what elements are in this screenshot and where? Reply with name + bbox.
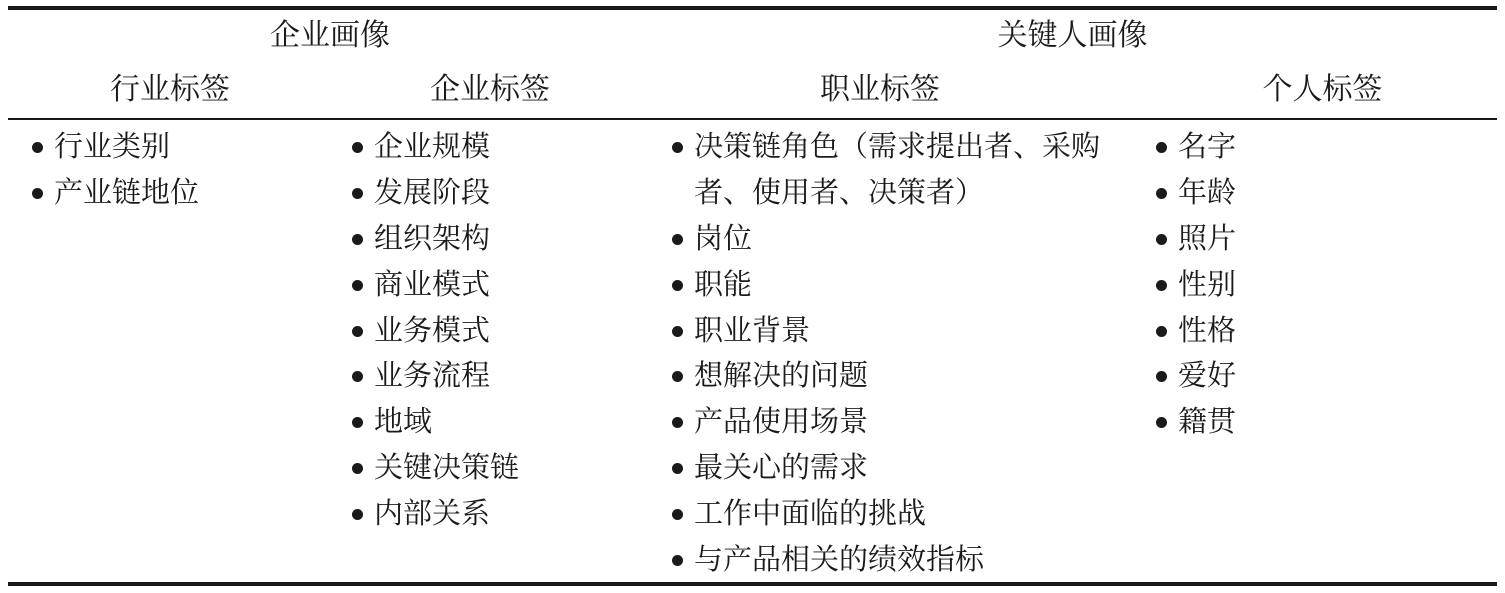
- bullet-icon: [352, 371, 363, 382]
- list-item: [668, 262, 1128, 308]
- list-item: [668, 445, 1128, 491]
- bullet-icon: [352, 142, 363, 153]
- list-item-label: 性别: [1178, 266, 1237, 301]
- bullet-icon: [672, 417, 683, 428]
- bullet-icon: [672, 234, 683, 245]
- group-header-key-person: 关键人画像: [997, 18, 1148, 53]
- list-item-label: 内部关系: [374, 496, 491, 531]
- list-item: [348, 399, 648, 445]
- column-header-personal: 个人标签: [1262, 72, 1383, 107]
- list-item: [668, 216, 1128, 262]
- list-item: [668, 537, 1128, 583]
- list-item: [28, 124, 328, 170]
- bullet-icon: [1156, 188, 1167, 199]
- list-item-label: 商业模式: [374, 266, 491, 301]
- list-item-label: 产业链地位: [54, 174, 200, 209]
- bottom-rule: [8, 582, 1497, 586]
- list-item: [668, 399, 1128, 445]
- list-item-label: 地域: [374, 404, 433, 439]
- list-item-label: 名字: [1178, 129, 1237, 163]
- list-item-label: 照片: [1178, 220, 1237, 255]
- top-rule: [8, 6, 1497, 10]
- list-item: [1152, 216, 1482, 262]
- bullet-icon: [352, 509, 363, 520]
- bullet-icon: [1156, 371, 1167, 382]
- bullet-icon: [672, 463, 683, 474]
- industry-tag-list: [28, 124, 328, 216]
- enterprise-tag-list: [348, 124, 648, 537]
- bullet-icon: [352, 463, 363, 474]
- list-item-label: 与产品相关的绩效指标: [694, 542, 985, 577]
- list-item: [1152, 262, 1482, 308]
- list-item: [668, 353, 1128, 399]
- column-header-occupation: 职业标签: [820, 72, 940, 107]
- list-item-label: 工作中面临的挑战: [694, 496, 927, 531]
- list-item: [348, 170, 648, 216]
- bullet-icon: [352, 280, 363, 291]
- personal-tag-list: [1152, 124, 1482, 445]
- list-item: [1152, 308, 1482, 354]
- bullet-icon: [1156, 326, 1167, 337]
- bullet-icon: [352, 188, 363, 199]
- occupation-tag-list: [668, 124, 1128, 583]
- list-item-label: 想解决的问题: [694, 358, 869, 393]
- column-header-industry: 行业标签: [110, 72, 230, 107]
- list-item: [348, 308, 648, 354]
- bullet-icon: [672, 509, 683, 520]
- list-item-label: 爱好: [1178, 358, 1237, 393]
- list-item: [348, 445, 648, 491]
- list-item: [348, 353, 648, 399]
- bullet-icon: [672, 555, 683, 566]
- list-item-label: 组织架构: [374, 220, 491, 255]
- column-header-enterprise: 企业标签: [430, 72, 550, 107]
- bullet-icon: [1156, 142, 1167, 153]
- bullet-icon: [352, 417, 363, 428]
- list-item: [668, 308, 1128, 354]
- bullet-icon: [352, 326, 363, 337]
- list-item: [1152, 170, 1482, 216]
- list-item: [668, 491, 1128, 537]
- list-item-label: 发展阶段: [374, 174, 491, 209]
- list-item-label: 产品使用场景: [694, 404, 869, 439]
- header-rule: [8, 118, 1497, 120]
- list-item-label: 最关心的需求: [694, 450, 869, 485]
- bullet-icon: [672, 280, 683, 291]
- list-item: [1152, 353, 1482, 399]
- bullet-icon: [672, 326, 683, 337]
- list-item-label: 业务模式: [374, 312, 491, 347]
- list-item: [668, 124, 1128, 216]
- bullet-icon: [1156, 417, 1167, 428]
- list-item-label: 职业背景: [694, 312, 811, 347]
- list-item: [348, 491, 648, 537]
- list-item: [348, 216, 648, 262]
- list-item-label: 职能: [694, 266, 753, 301]
- list-item-label: 行业类别: [54, 129, 171, 163]
- list-item: [1152, 399, 1482, 445]
- list-item: [1152, 124, 1482, 170]
- list-item: [28, 170, 328, 216]
- list-item-label: 岗位: [694, 220, 753, 255]
- bullet-icon: [672, 142, 683, 153]
- bullet-icon: [32, 188, 43, 199]
- list-item: [348, 124, 648, 170]
- list-item-label: 业务流程: [374, 358, 491, 393]
- list-item-label: 企业规模: [374, 129, 491, 163]
- list-item-label: 籍贯: [1178, 404, 1237, 439]
- bullet-icon: [1156, 280, 1167, 291]
- bullet-icon: [1156, 234, 1167, 245]
- bullet-icon: [32, 142, 43, 153]
- list-item-label: 关键决策链: [374, 450, 520, 485]
- list-item-label: 决策链角色（需求提出者、采购者、使用者、决策者）: [694, 129, 1101, 209]
- bullet-icon: [672, 371, 683, 382]
- list-item: [348, 262, 648, 308]
- group-header-enterprise: 企业画像: [270, 18, 390, 53]
- bullet-icon: [352, 234, 363, 245]
- list-item-label: 年龄: [1178, 174, 1237, 209]
- list-item-label: 性格: [1178, 312, 1237, 347]
